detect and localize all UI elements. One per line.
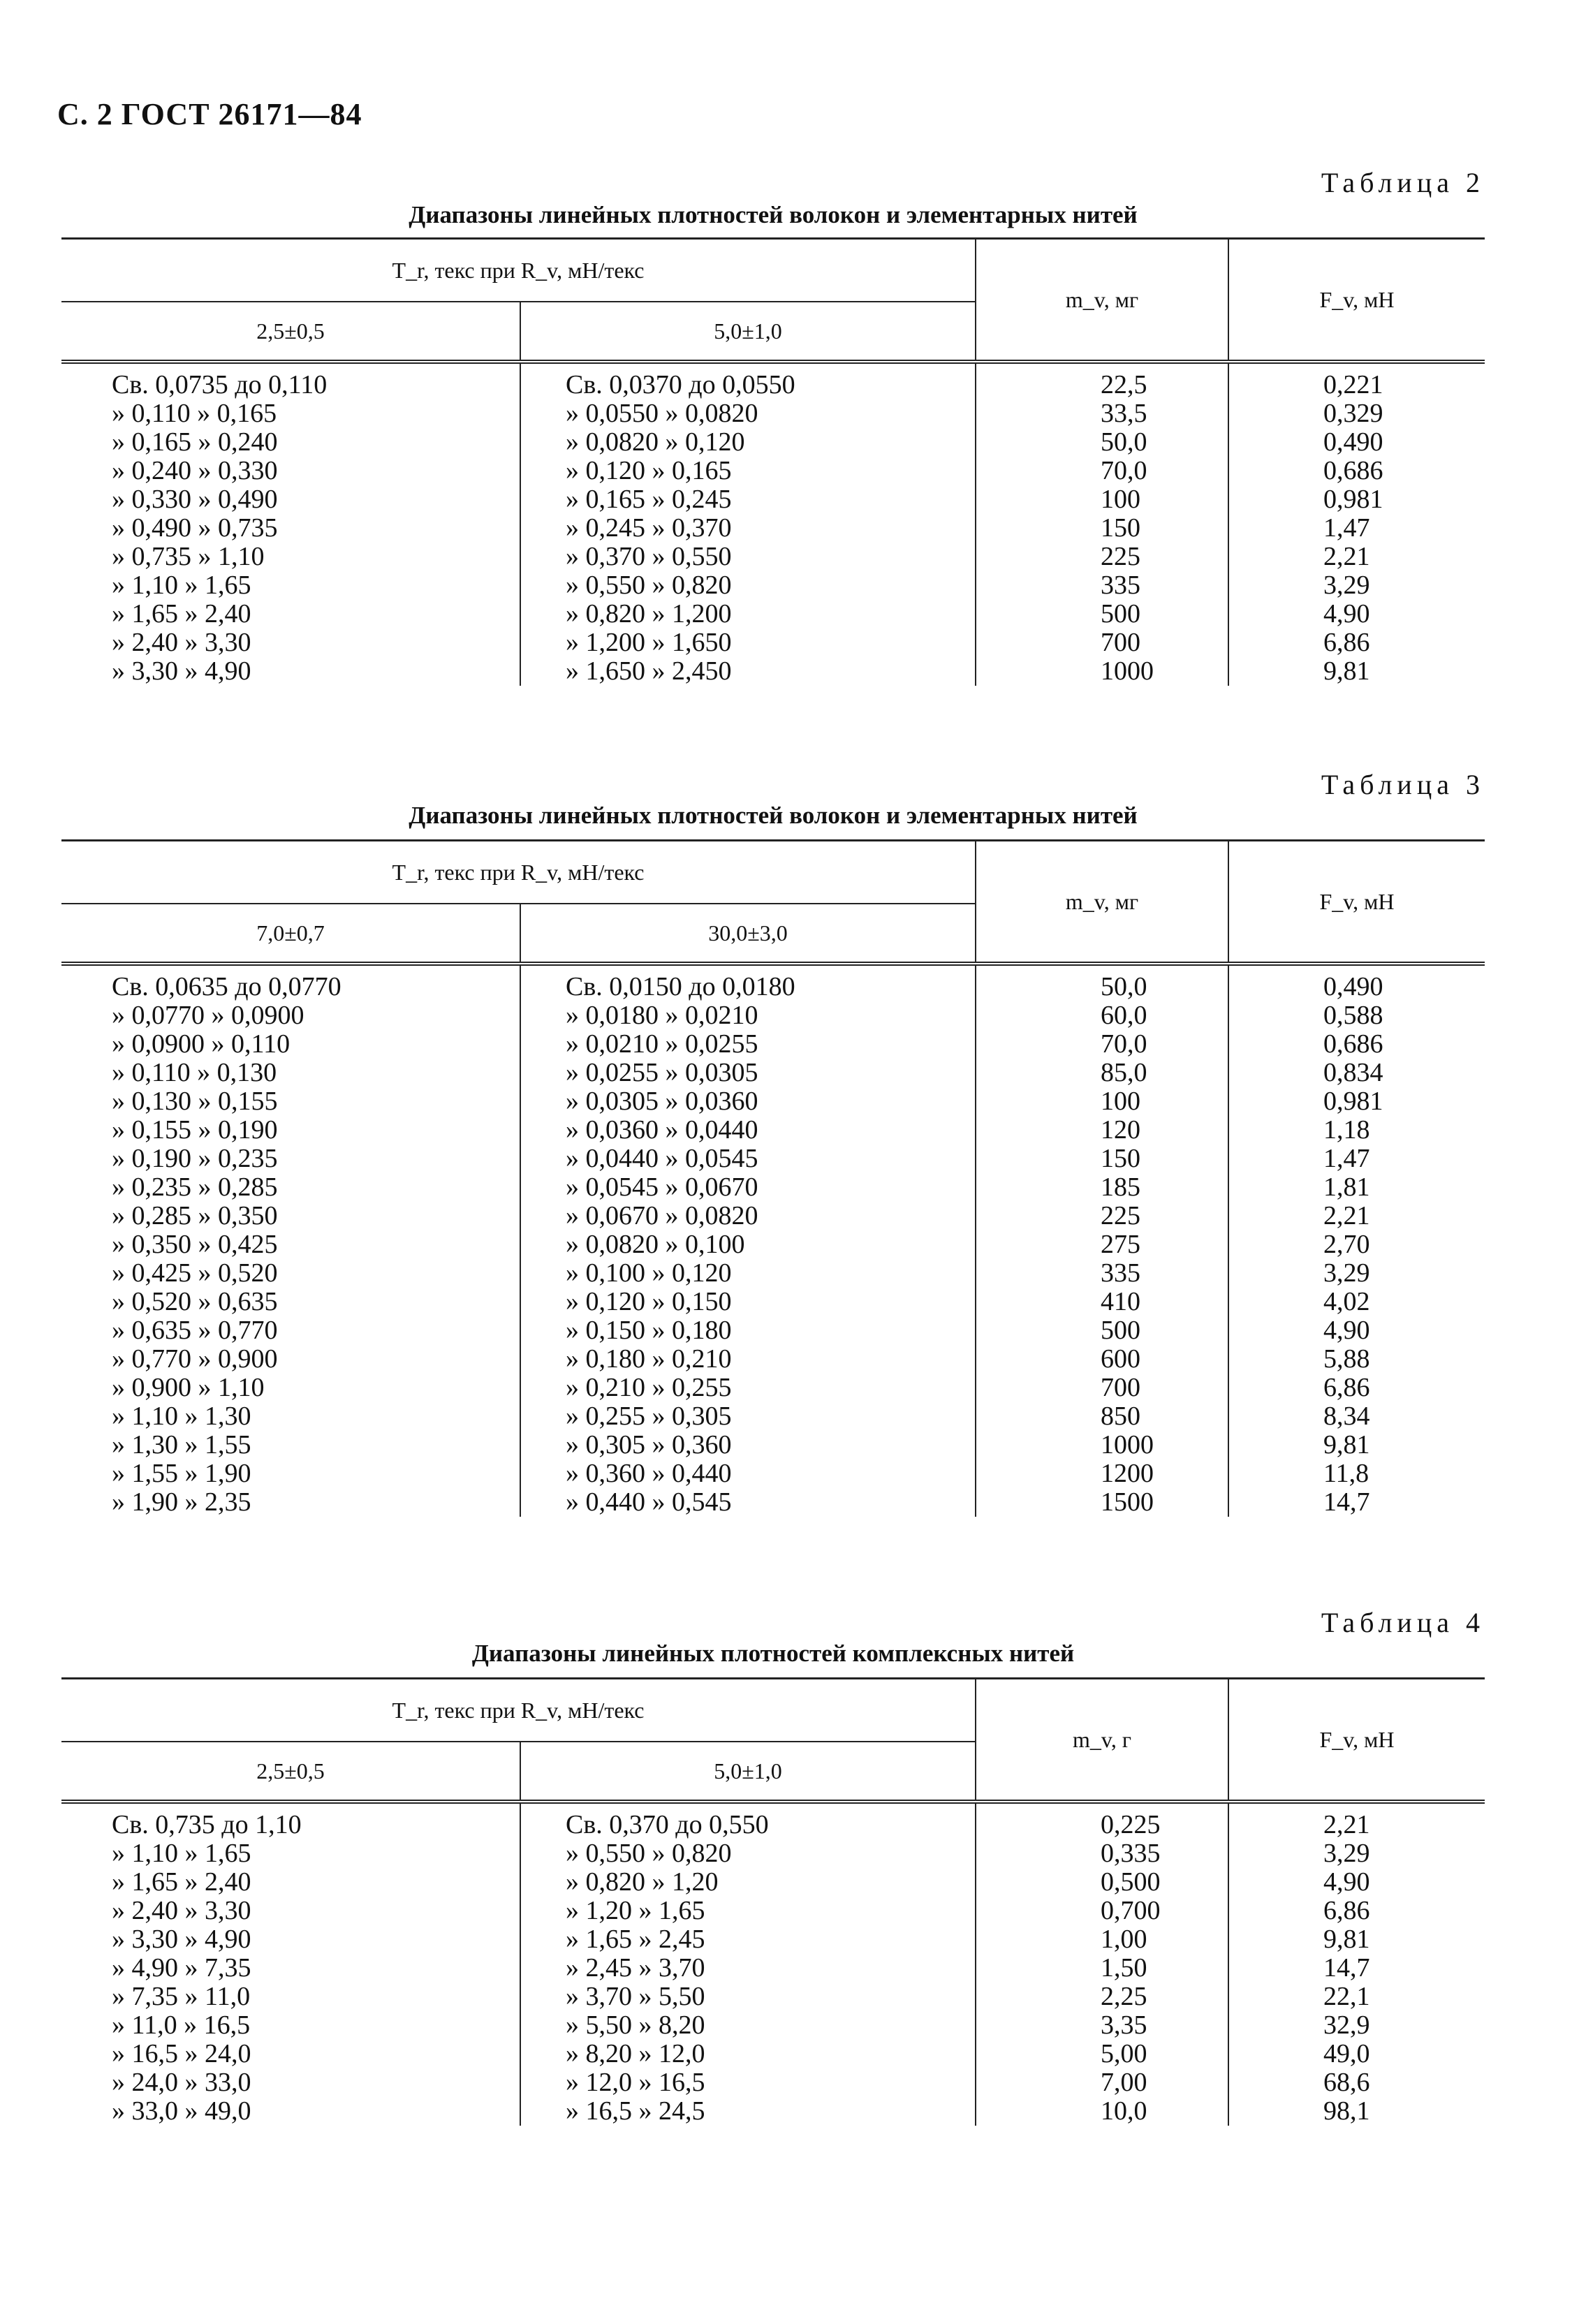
table-row bbox=[61, 362, 1485, 399]
table-row bbox=[61, 1145, 1485, 1173]
force-cell: 8,34 bbox=[1228, 1402, 1485, 1431]
mass-cell: 225 bbox=[976, 1202, 1228, 1230]
table-row bbox=[61, 964, 1485, 1001]
table-row bbox=[61, 1202, 1485, 1230]
force-cell: 14,7 bbox=[1228, 1954, 1485, 1983]
range-cell-2: » 0,0670 » 0,0820 bbox=[520, 1202, 976, 1230]
range-cell-1: » 0,235 » 0,285 bbox=[112, 1172, 278, 1202]
range-cell-1: » 0,0770 » 0,0900 bbox=[112, 1001, 304, 1030]
table-row bbox=[61, 2068, 1485, 2097]
range-cell-2: » 0,150 » 0,180 bbox=[520, 1316, 976, 1345]
force-cell: 3,29 bbox=[1228, 571, 1485, 600]
mass-cell: 700 bbox=[976, 628, 1228, 657]
force-cell: 49,0 bbox=[1228, 2040, 1485, 2068]
table-label: Таблица 4 bbox=[1321, 1607, 1485, 1638]
mass-cell: 1200 bbox=[976, 1459, 1228, 1488]
mass-cell: 850 bbox=[976, 1402, 1228, 1431]
range-cell-1: » 0,350 » 0,425 bbox=[112, 1230, 278, 1259]
table-row bbox=[61, 657, 1485, 686]
header-group: T_r, текс при R_v, мН/текс bbox=[61, 841, 976, 904]
table-row bbox=[61, 1059, 1485, 1087]
force-cell: 22,1 bbox=[1228, 1983, 1485, 2011]
table-body bbox=[61, 1802, 1485, 2126]
force-cell: 1,18 bbox=[1228, 1116, 1485, 1145]
header-mass: m_v, мг bbox=[976, 841, 1228, 964]
force-cell: 32,9 bbox=[1228, 2011, 1485, 2040]
table-row bbox=[61, 1983, 1485, 2011]
force-cell: 4,90 bbox=[1228, 1868, 1485, 1897]
table-row bbox=[61, 1839, 1485, 1868]
force-cell: 9,81 bbox=[1228, 1925, 1485, 1954]
range-cell-1: » 2,40 » 3,30 bbox=[112, 628, 251, 657]
force-cell: 0,981 bbox=[1228, 485, 1485, 514]
range-cell-1: » 24,0 » 33,0 bbox=[112, 2068, 251, 2097]
force-cell: 5,88 bbox=[1228, 1345, 1485, 1374]
range-cell-2: » 2,45 » 3,70 bbox=[520, 1954, 976, 1983]
range-cell-2: » 0,820 » 1,200 bbox=[520, 600, 976, 628]
force-cell: 0,686 bbox=[1228, 457, 1485, 485]
table-row bbox=[61, 571, 1485, 600]
range-cell-1: » 16,5 » 24,0 bbox=[112, 2039, 251, 2068]
range-cell-2: » 0,0550 » 0,0820 bbox=[520, 399, 976, 428]
mass-cell: 1000 bbox=[976, 1431, 1228, 1459]
range-cell-1: » 3,30 » 4,90 bbox=[112, 656, 251, 686]
header-col-1: 2,5±0,5 bbox=[61, 1742, 520, 1802]
range-cell-2: » 12,0 » 16,5 bbox=[520, 2068, 976, 2097]
mass-cell: 70,0 bbox=[976, 457, 1228, 485]
range-cell-2: » 0,550 » 0,820 bbox=[520, 1839, 976, 1868]
range-cell-1: » 3,30 » 4,90 bbox=[112, 1925, 251, 1954]
force-cell: 9,81 bbox=[1228, 1431, 1485, 1459]
force-cell: 0,490 bbox=[1228, 964, 1485, 1001]
table-title: Диапазоны линейных плотностей комплексных нитей bbox=[471, 1640, 1075, 1667]
table-row bbox=[61, 2040, 1485, 2068]
range-cell-1: » 0,735 » 1,10 bbox=[112, 542, 265, 571]
range-cell-1: » 0,165 » 0,240 bbox=[112, 427, 278, 457]
range-cell-1: » 1,10 » 1,65 bbox=[112, 571, 251, 600]
header-col-2: 5,0±1,0 bbox=[520, 302, 976, 362]
force-cell: 1,47 bbox=[1228, 1145, 1485, 1173]
force-cell: 98,1 bbox=[1228, 2097, 1485, 2126]
mass-cell: 1500 bbox=[976, 1488, 1228, 1517]
range-cell-2: » 0,360 » 0,440 bbox=[520, 1459, 976, 1488]
mass-cell: 85,0 bbox=[976, 1059, 1228, 1087]
force-cell: 0,834 bbox=[1228, 1059, 1485, 1087]
force-cell: 6,86 bbox=[1228, 1897, 1485, 1925]
range-cell-1: » 0,330 » 0,490 bbox=[112, 485, 278, 514]
range-cell-1: » 1,10 » 1,65 bbox=[112, 1839, 251, 1868]
range-cell-2: » 16,5 » 24,5 bbox=[520, 2097, 976, 2126]
mass-cell: 70,0 bbox=[976, 1030, 1228, 1059]
table-row bbox=[61, 1925, 1485, 1954]
table-row bbox=[61, 600, 1485, 628]
range-cell-1: » 11,0 » 16,5 bbox=[112, 2010, 251, 2040]
force-cell: 68,6 bbox=[1228, 2068, 1485, 2097]
header-col-1: 7,0±0,7 bbox=[61, 904, 520, 964]
range-cell-1: » 0,240 » 0,330 bbox=[112, 456, 278, 485]
table-row bbox=[61, 1402, 1485, 1431]
force-cell: 6,86 bbox=[1228, 1374, 1485, 1402]
header-col-2: 30,0±3,0 bbox=[520, 904, 976, 964]
header-col-1: 2,5±0,5 bbox=[61, 302, 520, 362]
range-cell-2: » 8,20 » 12,0 bbox=[520, 2040, 976, 2068]
force-cell: 0,981 bbox=[1228, 1087, 1485, 1116]
mass-cell: 600 bbox=[976, 1345, 1228, 1374]
mass-cell: 0,700 bbox=[976, 1897, 1228, 1925]
data-table bbox=[61, 1677, 1485, 2126]
mass-cell: 33,5 bbox=[976, 399, 1228, 428]
mass-cell: 0,225 bbox=[976, 1802, 1228, 1839]
table-body bbox=[61, 964, 1485, 1517]
force-cell: 4,90 bbox=[1228, 1316, 1485, 1345]
force-cell: 3,29 bbox=[1228, 1259, 1485, 1288]
mass-cell: 60,0 bbox=[976, 1001, 1228, 1030]
range-cell-1: » 0,900 » 1,10 bbox=[112, 1373, 265, 1402]
table-row bbox=[61, 1954, 1485, 1983]
mass-cell: 22,5 bbox=[976, 362, 1228, 399]
mass-cell: 150 bbox=[976, 514, 1228, 543]
table-row bbox=[61, 1030, 1485, 1059]
header-force: F_v, мН bbox=[1228, 239, 1485, 362]
data-table bbox=[61, 839, 1485, 1517]
range-cell-1: » 0,190 » 0,235 bbox=[112, 1144, 278, 1173]
range-cell-1: » 0,520 » 0,635 bbox=[112, 1287, 278, 1316]
range-cell-2: » 0,0210 » 0,0255 bbox=[520, 1030, 976, 1059]
mass-cell: 225 bbox=[976, 543, 1228, 571]
range-cell-1: » 1,90 » 2,35 bbox=[112, 1487, 251, 1517]
range-cell-1: » 4,90 » 7,35 bbox=[112, 1953, 251, 1983]
range-cell-2: » 0,245 » 0,370 bbox=[520, 514, 976, 543]
force-cell: 0,686 bbox=[1228, 1030, 1485, 1059]
mass-cell: 700 bbox=[976, 1374, 1228, 1402]
range-cell-2: Св. 0,370 до 0,550 bbox=[520, 1802, 976, 1839]
mass-cell: 275 bbox=[976, 1230, 1228, 1259]
table-label: Таблица 3 bbox=[1321, 769, 1485, 800]
page-header: С. 2 ГОСТ 26171—84 bbox=[57, 97, 362, 131]
header-force: F_v, мН bbox=[1228, 841, 1485, 964]
range-cell-2: » 0,0360 » 0,0440 bbox=[520, 1116, 976, 1145]
table-title: Диапазоны линейных плотностей волокон и элементарных нитей bbox=[409, 201, 1138, 228]
table-row bbox=[61, 399, 1485, 428]
force-cell: 2,21 bbox=[1228, 1202, 1485, 1230]
mass-cell: 500 bbox=[976, 1316, 1228, 1345]
range-cell-1: » 0,130 » 0,155 bbox=[112, 1087, 278, 1116]
table-body bbox=[61, 362, 1485, 686]
mass-cell: 500 bbox=[976, 600, 1228, 628]
mass-cell: 7,00 bbox=[976, 2068, 1228, 2097]
force-cell: 14,7 bbox=[1228, 1488, 1485, 1517]
range-cell-2: » 0,120 » 0,150 bbox=[520, 1288, 976, 1316]
range-cell-2: » 0,165 » 0,245 bbox=[520, 485, 976, 514]
range-cell-2: » 0,550 » 0,820 bbox=[520, 571, 976, 600]
mass-cell: 1000 bbox=[976, 657, 1228, 686]
mass-cell: 185 bbox=[976, 1173, 1228, 1202]
range-cell-1: » 0,425 » 0,520 bbox=[112, 1258, 278, 1288]
range-cell-1: » 1,65 » 2,40 bbox=[112, 1867, 251, 1897]
header-force: F_v, мН bbox=[1228, 1679, 1485, 1802]
force-cell: 11,8 bbox=[1228, 1459, 1485, 1488]
table-row bbox=[61, 1459, 1485, 1488]
header-group: T_r, текс при R_v, мН/текс bbox=[61, 1679, 976, 1742]
force-cell: 0,588 bbox=[1228, 1001, 1485, 1030]
range-cell-2: » 1,20 » 1,65 bbox=[520, 1897, 976, 1925]
range-cell-2: » 0,255 » 0,305 bbox=[520, 1402, 976, 1431]
range-cell-2: » 0,210 » 0,255 bbox=[520, 1374, 976, 1402]
range-cell-2: » 0,0305 » 0,0360 bbox=[520, 1087, 976, 1116]
mass-cell: 1,50 bbox=[976, 1954, 1228, 1983]
mass-cell: 100 bbox=[976, 1087, 1228, 1116]
range-cell-2: » 0,180 » 0,210 bbox=[520, 1345, 976, 1374]
force-cell: 6,86 bbox=[1228, 628, 1485, 657]
range-cell-2: » 0,120 » 0,165 bbox=[520, 457, 976, 485]
range-cell-2: Св. 0,0150 до 0,0180 bbox=[520, 964, 976, 1001]
mass-cell: 2,25 bbox=[976, 1983, 1228, 2011]
range-cell-2: » 1,65 » 2,45 bbox=[520, 1925, 976, 1954]
range-cell-2: » 1,200 » 1,650 bbox=[520, 628, 976, 657]
table-title: Диапазоны линейных плотностей волокон и элементарных нитей bbox=[409, 802, 1138, 829]
mass-cell: 410 bbox=[976, 1288, 1228, 1316]
table-row bbox=[61, 2011, 1485, 2040]
force-cell: 1,81 bbox=[1228, 1173, 1485, 1202]
force-cell: 0,490 bbox=[1228, 428, 1485, 457]
range-cell-1: » 33,0 » 49,0 bbox=[112, 2096, 251, 2126]
table-row bbox=[61, 1374, 1485, 1402]
range-cell-2: » 1,650 » 2,450 bbox=[520, 657, 976, 686]
table-row bbox=[61, 1431, 1485, 1459]
range-cell-2: » 0,440 » 0,545 bbox=[520, 1488, 976, 1517]
mass-cell: 150 bbox=[976, 1145, 1228, 1173]
table-row bbox=[61, 1001, 1485, 1030]
range-cell-2: » 0,820 » 1,20 bbox=[520, 1868, 976, 1897]
table-row bbox=[61, 1345, 1485, 1374]
range-cell-1: » 0,110 » 0,165 bbox=[112, 399, 277, 428]
range-cell-1: » 0,0900 » 0,110 bbox=[112, 1029, 291, 1059]
range-cell-1: » 2,40 » 3,30 bbox=[112, 1896, 251, 1925]
force-cell: 4,90 bbox=[1228, 600, 1485, 628]
table-row bbox=[61, 543, 1485, 571]
table-row bbox=[61, 1230, 1485, 1259]
table-row bbox=[61, 1259, 1485, 1288]
range-cell-2: » 0,305 » 0,360 bbox=[520, 1431, 976, 1459]
range-cell-2: » 0,0440 » 0,0545 bbox=[520, 1145, 976, 1173]
range-cell-1: » 0,635 » 0,770 bbox=[112, 1316, 278, 1345]
range-cell-1: Св. 0,0735 до 0,110 bbox=[112, 370, 328, 399]
table-row bbox=[61, 1116, 1485, 1145]
range-cell-1: » 0,770 » 0,900 bbox=[112, 1344, 278, 1374]
table-row bbox=[61, 2097, 1485, 2126]
range-cell-1: » 0,285 » 0,350 bbox=[112, 1201, 278, 1230]
range-cell-1: » 1,55 » 1,90 bbox=[112, 1459, 251, 1488]
range-cell-1: » 0,490 » 0,735 bbox=[112, 513, 278, 543]
mass-cell: 50,0 bbox=[976, 964, 1228, 1001]
force-cell: 2,21 bbox=[1228, 543, 1485, 571]
force-cell: 9,81 bbox=[1228, 657, 1485, 686]
range-cell-2: » 5,50 » 8,20 bbox=[520, 2011, 976, 2040]
table-row bbox=[61, 428, 1485, 457]
range-cell-2: » 0,0180 » 0,0210 bbox=[520, 1001, 976, 1030]
table-row bbox=[61, 1488, 1485, 1517]
range-cell-1: » 0,110 » 0,130 bbox=[112, 1058, 277, 1087]
mass-cell: 10,0 bbox=[976, 2097, 1228, 2126]
range-cell-1: Св. 0,0635 до 0,0770 bbox=[112, 972, 341, 1001]
range-cell-1: » 1,10 » 1,30 bbox=[112, 1402, 251, 1431]
mass-cell: 335 bbox=[976, 1259, 1228, 1288]
mass-cell: 100 bbox=[976, 485, 1228, 514]
range-cell-2: » 0,100 » 0,120 bbox=[520, 1259, 976, 1288]
table-row bbox=[61, 1868, 1485, 1897]
range-cell-2: » 0,0820 » 0,120 bbox=[520, 428, 976, 457]
table-row bbox=[61, 1316, 1485, 1345]
header-group: T_r, текс при R_v, мН/текс bbox=[61, 239, 976, 302]
header-mass: m_v, г bbox=[976, 1679, 1228, 1802]
range-cell-2: » 3,70 » 5,50 bbox=[520, 1983, 976, 2011]
table-label: Таблица 2 bbox=[1321, 167, 1485, 198]
force-cell: 1,47 bbox=[1228, 514, 1485, 543]
force-cell: 2,21 bbox=[1228, 1802, 1485, 1839]
mass-cell: 120 bbox=[976, 1116, 1228, 1145]
range-cell-2: » 0,370 » 0,550 bbox=[520, 543, 976, 571]
range-cell-2: » 0,0820 » 0,100 bbox=[520, 1230, 976, 1259]
force-cell: 0,329 bbox=[1228, 399, 1485, 428]
mass-cell: 50,0 bbox=[976, 428, 1228, 457]
mass-cell: 0,500 bbox=[976, 1868, 1228, 1897]
table-row bbox=[61, 1897, 1485, 1925]
table-row bbox=[61, 1288, 1485, 1316]
data-table bbox=[61, 237, 1485, 686]
table-row bbox=[61, 1173, 1485, 1202]
range-cell-2: » 0,0545 » 0,0670 bbox=[520, 1173, 976, 1202]
range-cell-2: Св. 0,0370 до 0,0550 bbox=[520, 362, 976, 399]
table-row bbox=[61, 457, 1485, 485]
range-cell-2: » 0,0255 » 0,0305 bbox=[520, 1059, 976, 1087]
table-row bbox=[61, 514, 1485, 543]
range-cell-1: » 0,155 » 0,190 bbox=[112, 1115, 278, 1145]
table-row bbox=[61, 1802, 1485, 1839]
table-row bbox=[61, 628, 1485, 657]
mass-cell: 1,00 bbox=[976, 1925, 1228, 1954]
range-cell-1: » 1,30 » 1,55 bbox=[112, 1430, 251, 1459]
range-cell-1: Св. 0,735 до 1,10 bbox=[112, 1810, 302, 1839]
force-cell: 4,02 bbox=[1228, 1288, 1485, 1316]
table-row bbox=[61, 485, 1485, 514]
header-col-2: 5,0±1,0 bbox=[520, 1742, 976, 1802]
force-cell: 3,29 bbox=[1228, 1839, 1485, 1868]
force-cell: 0,221 bbox=[1228, 362, 1485, 399]
force-cell: 2,70 bbox=[1228, 1230, 1485, 1259]
header-mass: m_v, мг bbox=[976, 239, 1228, 362]
mass-cell: 3,35 bbox=[976, 2011, 1228, 2040]
mass-cell: 335 bbox=[976, 571, 1228, 600]
table-row bbox=[61, 1087, 1485, 1116]
mass-cell: 5,00 bbox=[976, 2040, 1228, 2068]
mass-cell: 0,335 bbox=[976, 1839, 1228, 1868]
range-cell-1: » 7,35 » 11,0 bbox=[112, 1982, 251, 2011]
range-cell-1: » 1,65 » 2,40 bbox=[112, 599, 251, 628]
